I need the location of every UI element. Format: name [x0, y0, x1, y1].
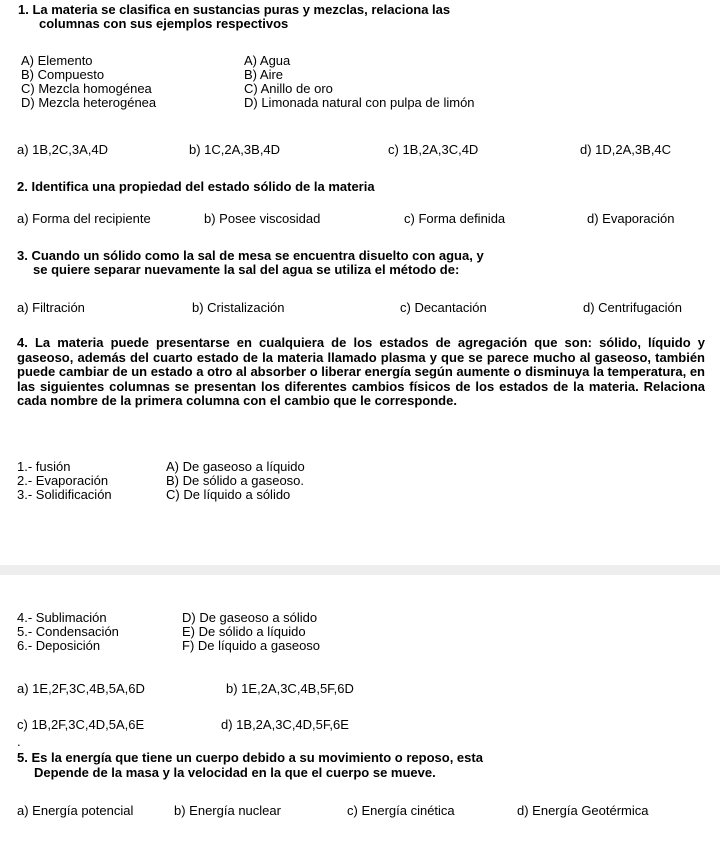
q4-right-item: D) De gaseoso a sólido: [182, 610, 318, 625]
q4-right-item: F) De líquido a gaseoso: [182, 638, 321, 653]
q3-option-b[interactable]: b) Cristalización: [192, 300, 285, 315]
stray-dot: .: [17, 734, 21, 749]
q4-left-item: 2.- Evaporación: [17, 473, 109, 488]
q1-option-a[interactable]: a) 1B,2C,3A,4D: [17, 142, 109, 157]
q2-option-c[interactable]: c) Forma definida: [404, 211, 506, 226]
q4-right-item: C) De líquido a sólido: [166, 487, 291, 502]
q1-option-d[interactable]: d) 1D,2A,3B,4C: [580, 142, 672, 157]
q1-right-item: A) Agua: [244, 53, 291, 68]
q4-paragraph: 4. La materia puede presentarse en cualquiera de los estados de agregación que son: sólido, líquido y gaseoso, además del cuarto estado de la materia llamado plasma y que se parece mucho al gaseoso, también puede cambiar de un estado a otro al absorber o liberar energía según aumente o disminuya la temperatura, en las siguientes columnas se presentan los diferentes cambios físicos de los estados de la materia. Relaciona cada nombre de la primera columna con el cambio que le corresponde.: [17, 335, 705, 409]
q5-title-line1: 5. Es la energía que tiene un cuerpo debido a su movimiento o reposo, esta: [17, 750, 483, 765]
q3-option-a[interactable]: a) Filtración: [17, 300, 85, 315]
q4-left-item: 5.- Condensación: [17, 624, 119, 639]
q3-option-c[interactable]: c) Decantación: [400, 300, 487, 315]
q2-option-b[interactable]: b) Posee viscosidad: [204, 211, 321, 226]
q1-left-item: B) Compuesto: [21, 67, 105, 82]
q4-option-d[interactable]: d) 1B,2A,3C,4D,5F,6E: [221, 717, 349, 732]
page-separator: [0, 565, 720, 575]
q4-left-item: 1.- fusión: [17, 459, 71, 474]
q2-option-d[interactable]: d) Evaporación: [587, 211, 675, 226]
q5-option-c[interactable]: c) Energía cinética: [347, 803, 455, 818]
q4-right-item: B) De sólido a gaseoso.: [166, 473, 305, 488]
q4-right-item: E) De sólido a líquido: [182, 624, 306, 639]
q2-title: 2. Identifica una propiedad del estado sólido de la materia: [17, 179, 375, 194]
page-2: [0, 575, 720, 849]
q4-option-b[interactable]: b) 1E,2A,3C,4B,5F,6D: [226, 681, 354, 696]
q1-title-line1: 1. La materia se clasifica en sustancias puras y mezclas, relaciona las: [18, 2, 451, 17]
q5-option-a[interactable]: a) Energía potencial: [17, 803, 134, 818]
q4-right-item: A) De gaseoso a líquido: [166, 459, 305, 474]
q4-left-item: 6.- Deposición: [17, 638, 101, 653]
q4-left-item: 3.- Solidificación: [17, 487, 112, 502]
q1-right-item: C) Anillo de oro: [244, 81, 333, 96]
q4-option-a[interactable]: a) 1E,2F,3C,4B,5A,6D: [17, 681, 145, 696]
q4-left-item: 4.- Sublimación: [17, 610, 107, 625]
q2-option-a[interactable]: a) Forma del recipiente: [17, 211, 151, 226]
q3-title-line2: se quiere separar nuevamente la sal del agua se utiliza el método de:: [33, 262, 460, 277]
q1-option-b[interactable]: b) 1C,2A,3B,4D: [189, 142, 281, 157]
q1-left-item: C) Mezcla homogénea: [21, 81, 152, 96]
q5-option-d[interactable]: d) Energía Geotérmica: [517, 803, 649, 818]
q4-option-c[interactable]: c) 1B,2F,3C,4D,5A,6E: [17, 717, 145, 732]
q1-right-item: B) Aire: [244, 67, 284, 82]
q5-option-b[interactable]: b) Energía nuclear: [174, 803, 281, 818]
q1-right-item: D) Limonada natural con pulpa de limón: [244, 95, 475, 110]
q1-title-line2: columnas con sus ejemplos respectivos: [39, 16, 289, 31]
q1-option-c[interactable]: c) 1B,2A,3C,4D: [388, 142, 479, 157]
q1-left-item: A) Elemento: [21, 53, 93, 68]
q3-title-line1: 3. Cuando un sólido como la sal de mesa se encuentra disuelto con agua, y: [17, 248, 484, 263]
q3-option-d[interactable]: d) Centrifugación: [583, 300, 682, 315]
q1-left-item: D) Mezcla heterogénea: [21, 95, 157, 110]
q5-title-line2: Depende de la masa y la velocidad en la que el cuerpo se mueve.: [34, 765, 436, 780]
